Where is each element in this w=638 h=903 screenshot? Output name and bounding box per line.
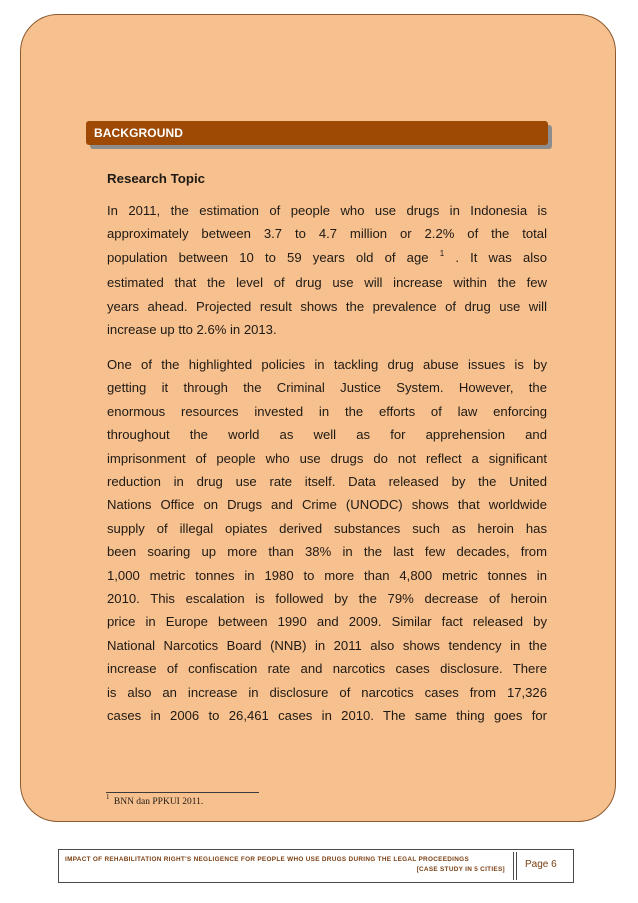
- footnote: [106, 793, 204, 807]
- paragraph-2: [107, 353, 547, 728]
- paragraph-line-part: . It was also: [455, 249, 548, 265]
- paragraph-line: throughout the world as well as for apprehension and: [107, 427, 547, 443]
- footnote-text: BNN dan PPKUI 2011.: [113, 797, 204, 807]
- paragraph-line: is also an increase in disclosure of narcotics cases from 17,326: [107, 684, 547, 700]
- paragraph-1: [107, 199, 547, 341]
- footer-divider: [513, 852, 517, 880]
- paragraph-line: One of the highlighted policies in tackling drug abuse issues is by: [107, 357, 547, 372]
- paragraph-line: been soaring up more than 38% in the last few decades, from: [107, 544, 547, 560]
- footnote-number: 1: [106, 793, 110, 801]
- paragraph-line: price in Europe between 1990 and 2009. Similar fact released by: [107, 614, 547, 630]
- page-footer: [58, 849, 574, 883]
- section-banner: [86, 121, 548, 145]
- paragraph-line: increase of confiscation rate and narcotics cases disclosure. There: [107, 661, 547, 677]
- paragraph-line: 2010. This escalation is followed by the 79% decrease of heroin: [107, 591, 547, 607]
- paragraph-line: In 2011, the estimation of people who use drugs in Indonesia is: [107, 203, 547, 218]
- paragraph-line: imprisonment of people who use drugs do not reflect a significant: [107, 450, 547, 466]
- paragraph-line: National Narcotics Board (NNB) in 2011 also shows tendency in the: [107, 637, 547, 653]
- footnote-reference: 1: [439, 248, 445, 258]
- paragraph-line: increase up tto 2.6% in 2013.: [107, 322, 277, 338]
- paragraph-line: years ahead. Projected result shows the prevalence of drug use will: [107, 298, 547, 314]
- paragraph-line: 1,000 metric tonnes in 1980 to more than 4,800 metric tonnes in: [107, 567, 547, 583]
- paragraph-line-part: population between 10 to 59 years old of age: [107, 249, 429, 265]
- paragraph-line: reduction in drug use rate itself. Data released by the United: [107, 474, 547, 490]
- paragraph-line: getting it through the Criminal Justice System. However, the: [107, 380, 547, 396]
- paragraph-line: supply of illegal opiates derived substances such as heroin has: [107, 520, 547, 536]
- footer-title-line-1: IMPACT OF REHABILITATION RIGHT'S NEGLIGENCE FOR PEOPLE WHO USE DRUGS DURING THE LEGAL PROCEEDINGS: [65, 856, 470, 863]
- paragraph-line: enormous resources invested in the efforts of law enforcing: [107, 403, 547, 419]
- paragraph-line: Nations Office on Drugs and Crime (UNODC) shows that worldwide: [107, 497, 547, 513]
- footer-title-line-2: [CASE STUDY IN 5 CITIES]: [416, 866, 505, 873]
- paragraph-line: [107, 246, 547, 271]
- footnote-rule: [106, 792, 259, 793]
- paragraph-line: cases in 2006 to 26,461 cases in 2010. The same thing goes for: [107, 708, 547, 724]
- page-number: Page 6: [525, 859, 557, 870]
- paragraph-line: approximately between 3.7 to 4.7 million or 2.2% of the total: [107, 226, 547, 242]
- subheading: Research Topic: [107, 171, 206, 186]
- footer-title: [65, 855, 505, 875]
- section-title: BACKGROUND: [94, 126, 183, 140]
- paragraph-line: estimated that the level of drug use will increase within the few: [107, 275, 547, 291]
